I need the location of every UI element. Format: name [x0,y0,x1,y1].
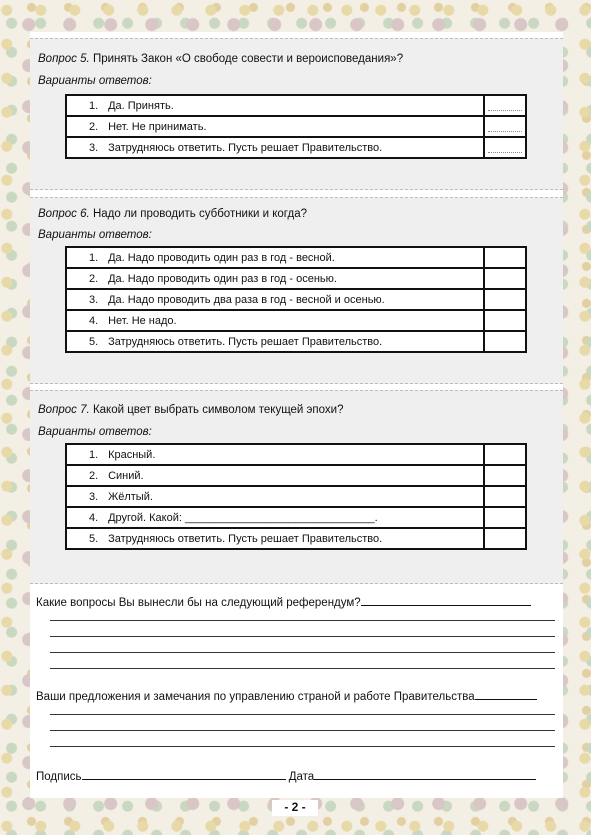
referendum-prompt: Какие вопросы Вы вынесли бы на следующий референдум? [36,597,531,609]
option-row: 3. Да. Надо проводить два раза в год - весной и осенью. [66,289,526,310]
option-row: 1. Да. Принять. [66,95,526,116]
options-table [65,246,527,353]
options-table [65,443,527,550]
writing-line[interactable] [50,620,555,621]
answer-checkbox[interactable] [484,528,526,549]
date-line[interactable] [314,779,536,780]
writing-line[interactable] [50,636,555,637]
answer-checkbox[interactable] [484,486,526,507]
option-row: 5. Затрудняюсь ответить. Пусть решает Правительство. [66,528,526,549]
variants-label: Варианты ответов: [38,426,152,438]
option-row: 1. Да. Надо проводить один раз в год - весной. [66,247,526,268]
option-row: 5. Затрудняюсь ответить. Пусть решает Правительство. [66,331,526,352]
question-number: Вопрос 6. [38,208,90,220]
writing-line[interactable] [50,746,555,747]
suggestions-prompt: Ваши предложения и замечания по управлению страной и работе Правительства [36,691,537,703]
page-number: - 2 - [272,800,318,816]
date-label: Дата [288,771,315,783]
signature-line[interactable] [82,779,286,780]
answer-checkbox[interactable] [484,116,526,137]
question-5-block [30,38,563,190]
signature-row [36,771,536,783]
options-table [65,94,527,159]
option-row: 2. Синий. [66,465,526,486]
option-row: 3. Жёлтый. [66,486,526,507]
question-number: Вопрос 5. [38,53,90,65]
referendum-answer-line[interactable] [361,605,531,606]
answer-checkbox[interactable] [484,247,526,268]
answer-checkbox[interactable] [484,310,526,331]
answer-checkbox[interactable] [484,137,526,158]
answer-checkbox[interactable] [484,465,526,486]
writing-line[interactable] [50,730,555,731]
signature-label: Подпись [36,771,82,783]
question-text: Какой цвет выбрать символом текущей эпохи? [92,404,344,416]
question-text: Принять Закон «О свободе совести и вероисповедания»? [92,53,404,65]
option-row: 3. Затрудняюсь ответить. Пусть решает Правительство. [66,137,526,158]
question-text: Надо ли проводить субботники и когда? [92,208,307,220]
option-row: 4. Нет. Не надо. [66,310,526,331]
option-row: 1. Красный. [66,444,526,465]
answer-checkbox[interactable] [484,444,526,465]
option-row: 4. Другой. Какой: _______________________________. [66,507,526,528]
writing-line[interactable] [50,714,555,715]
answer-checkbox[interactable] [484,268,526,289]
question-7-title [38,404,343,416]
answer-checkbox[interactable] [484,331,526,352]
answer-checkbox[interactable] [484,95,526,116]
writing-line[interactable] [50,668,555,669]
question-number: Вопрос 7. [38,404,90,416]
option-row: 2. Нет. Не принимать. [66,116,526,137]
option-row: 2. Да. Надо проводить один раз в год - осенью. [66,268,526,289]
question-6-block [30,197,563,384]
writing-line[interactable] [50,652,555,653]
answer-checkbox[interactable] [484,507,526,528]
suggestions-answer-line[interactable] [475,699,537,700]
variants-label: Варианты ответов: [38,229,152,241]
answer-checkbox[interactable] [484,289,526,310]
question-6-title [38,208,307,220]
question-5-title [38,53,403,65]
variants-label: Варианты ответов: [38,75,152,87]
question-7-block [30,390,563,584]
